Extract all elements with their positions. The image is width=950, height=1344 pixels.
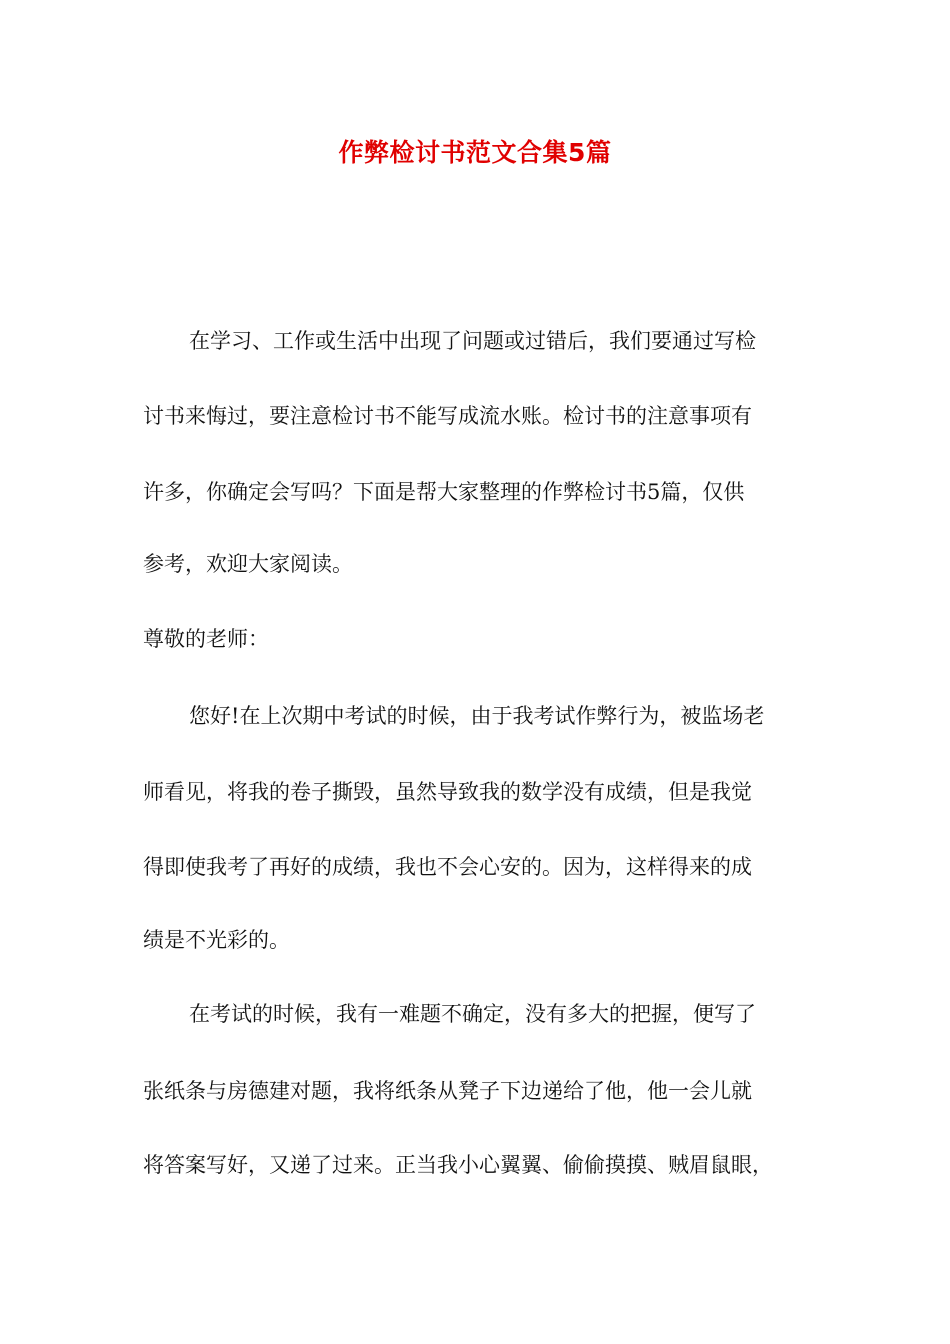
paragraph-line: 得即使我考了再好的成绩，我也不会心安的。因为，这样得来的成 [143,855,752,879]
paragraph-line: 在考试的时候，我有一难题不确定，没有多大的把握，便写了 [189,1002,756,1026]
paragraph-line: 将答案写好，又递了过来。正当我小心翼翼、偷偷摸摸、贼眉鼠眼， [143,1153,773,1177]
paragraph-line: 讨书来悔过，要注意检讨书不能写成流水账。检讨书的注意事项有 [143,404,752,428]
paragraph-line: 在学习、工作或生活中出现了问题或过错后，我们要通过写检 [189,329,756,353]
paragraph-line: 师看见，将我的卷子撕毁，虽然导致我的数学没有成绩，但是我觉 [143,780,752,804]
paragraph-line: 参考，欢迎大家阅读。 [143,552,353,576]
paragraph-line: 许多，你确定会写吗？下面是帮大家整理的作弊检讨书5篇，仅供 [143,480,745,504]
salutation: 尊敬的老师： [143,627,269,651]
paragraph-line: 您好!在上次期中考试的时候，由于我考试作弊行为，被监场老 [189,704,765,728]
document-title: 作弊检讨书范文合集5篇 [338,138,612,167]
paragraph-line: 张纸条与房德建对题，我将纸条从凳子下边递给了他，他一会儿就 [143,1079,752,1103]
paragraph-line: 绩是不光彩的。 [143,928,290,952]
